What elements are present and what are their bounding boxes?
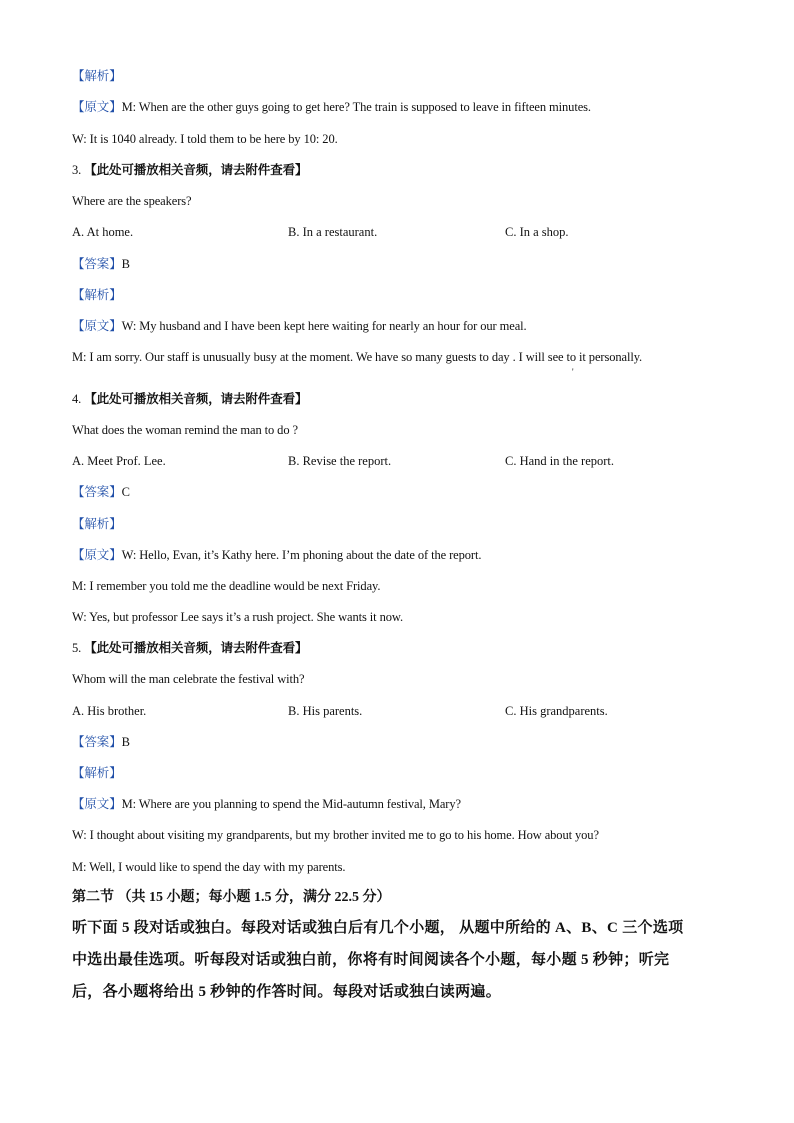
option-c: C. In a shop. (505, 225, 569, 239)
transcript-line: W: Yes, but professor Lee says it’s a rush project. She wants it now. (72, 610, 404, 624)
stray-mark: ' (572, 367, 574, 377)
audio-note: 【此处可播放相关音频，请去附件查看】 (84, 163, 308, 177)
answer-line (72, 484, 130, 500)
analysis-label: 【解析】 (72, 517, 122, 531)
question-text: What does the woman remind the man to do ? (72, 423, 298, 437)
transcript-line: M: I remember you told me the deadline would be next Friday. (72, 579, 381, 593)
question-number: 5. (72, 641, 85, 655)
answer-value: B (121, 735, 130, 749)
audio-note: 【此处可播放相关音频，请去附件查看】 (84, 641, 308, 655)
transcript-line (72, 318, 527, 334)
answer-label: 【答案】 (72, 257, 122, 271)
transcript-label: 【原文】 (72, 797, 122, 811)
instruction-line: 中选出最佳选项。听每段对话或独白前，你将有时间阅读各个小题，每小题 5 秒钟；听完 (72, 952, 670, 968)
option-b: B. His parents. (288, 704, 363, 718)
option-a: A. Meet Prof. Lee. (72, 454, 166, 468)
answer-value: B (121, 257, 130, 271)
transcript-line: W: It is 1040 already. I told them to be here by 10: 20. (72, 132, 338, 146)
transcript-line (72, 796, 461, 812)
transcript-line: M: I am sorry. Our staff is unusually busy at the moment. We have so many guests to day . I will see to it personally. (72, 350, 643, 364)
question-text: Whom will the man celebrate the festival with? (72, 672, 305, 686)
section-title: 第二节 （共 15 小题；每小题 1.5 分，满分 22.5 分） (72, 890, 391, 905)
option-c: C. Hand in the report. (505, 454, 615, 468)
option-b: B. In a restaurant. (288, 225, 378, 239)
analysis-label: 【解析】 (72, 766, 122, 780)
question-header (72, 640, 307, 656)
transcript-text: W: My husband and I have been kept here waiting for nearly an hour for our meal. (121, 319, 527, 333)
answer-line (72, 256, 130, 272)
answer-value: C (121, 485, 130, 499)
transcript-line: M: Well, I would like to spend the day with my parents. (72, 860, 346, 874)
option-a: A. His brother. (72, 704, 147, 718)
transcript-text: W: Hello, Evan, it’s Kathy here. I’m phoning about the date of the report. (121, 548, 482, 562)
answer-line (72, 734, 130, 750)
answer-label: 【答案】 (72, 485, 122, 499)
question-header (72, 162, 307, 178)
transcript-line (72, 547, 481, 563)
transcript-label: 【原文】 (72, 319, 122, 333)
question-number: 3. (72, 163, 85, 177)
option-b: B. Revise the report. (288, 454, 392, 468)
question-number: 4. (72, 392, 85, 406)
transcript-label: 【原文】 (72, 548, 122, 562)
question-text: Where are the speakers? (72, 194, 192, 208)
instruction-line: 听下面 5 段对话或独白。每段对话或独白后有几个小题， 从题中所给的 A、B、C 三个选项 (72, 920, 684, 936)
instruction-line: 后，各小题将给出 5 秒钟的作答时间。每段对话或独白读两遍。 (72, 984, 502, 1000)
transcript-line (72, 99, 591, 115)
audio-note: 【此处可播放相关音频，请去附件查看】 (84, 392, 308, 406)
answer-label: 【答案】 (72, 735, 122, 749)
analysis-label: 【解析】 (72, 69, 122, 83)
option-c: C. His grandparents. (505, 704, 608, 718)
transcript-label: 【原文】 (72, 100, 122, 114)
analysis-label: 【解析】 (72, 288, 122, 302)
transcript-line: W: I thought about visiting my grandparents, but my brother invited me to go to his home. How about you? (72, 828, 599, 842)
transcript-text: M: Where are you planning to spend the Mid-autumn festival, Mary? (121, 797, 461, 811)
transcript-text: M: When are the other guys going to get here? The train is supposed to leave in fifteen minutes. (121, 100, 591, 114)
question-header (72, 391, 307, 407)
option-a: A. At home. (72, 225, 134, 239)
